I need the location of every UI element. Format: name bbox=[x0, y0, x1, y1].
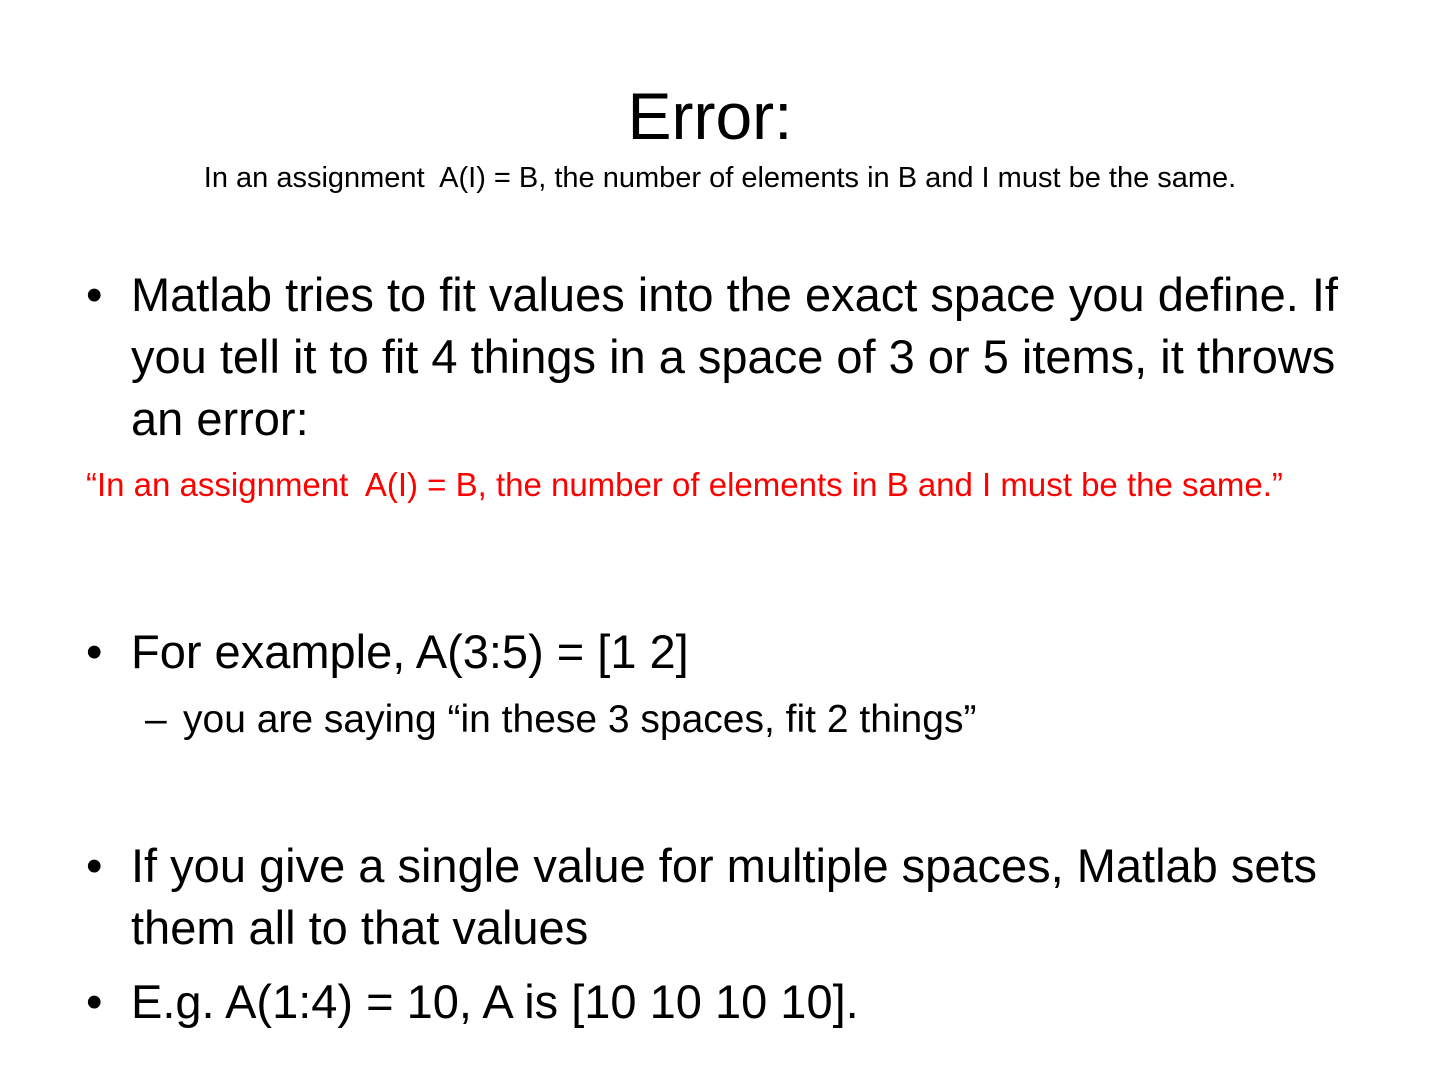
sub-bullet-marker: – bbox=[145, 698, 167, 741]
bullet-text: E.g. A(1:4) = 10, A is [10 10 10 10]. bbox=[131, 975, 859, 1028]
bullet-marker: • bbox=[86, 268, 103, 321]
bullet-marker: • bbox=[86, 839, 103, 892]
bullet-text: Matlab tries to fit values into the exact space you define. If you tell it to fit 4 things in a space of 3 or 5 items, it throws an error: bbox=[131, 268, 1338, 445]
bullet-text: If you give a single value for multiple spaces, Matlab sets them all to that values bbox=[131, 839, 1318, 954]
bullet-marker: • bbox=[86, 625, 103, 678]
bullet-item bbox=[86, 971, 1376, 1035]
bullet-item bbox=[86, 835, 1376, 961]
error-message-quote: “In an assignment A(I) = B, the number of elements in B and I must be the same.” bbox=[86, 466, 1283, 503]
bullet-item bbox=[86, 621, 1376, 685]
bullet-text: For example, A(3:5) = [1 2] bbox=[131, 625, 689, 678]
sub-bullet-text: you are saying “in these 3 spaces, fit 2 things” bbox=[183, 698, 977, 741]
slide-title: Error: bbox=[627, 79, 793, 153]
bullet-marker: • bbox=[86, 975, 103, 1028]
slide-subtitle: In an assignment A(I) = B, the number of elements in B and I must be the same. bbox=[203, 162, 1237, 194]
bullet-item bbox=[86, 264, 1376, 454]
